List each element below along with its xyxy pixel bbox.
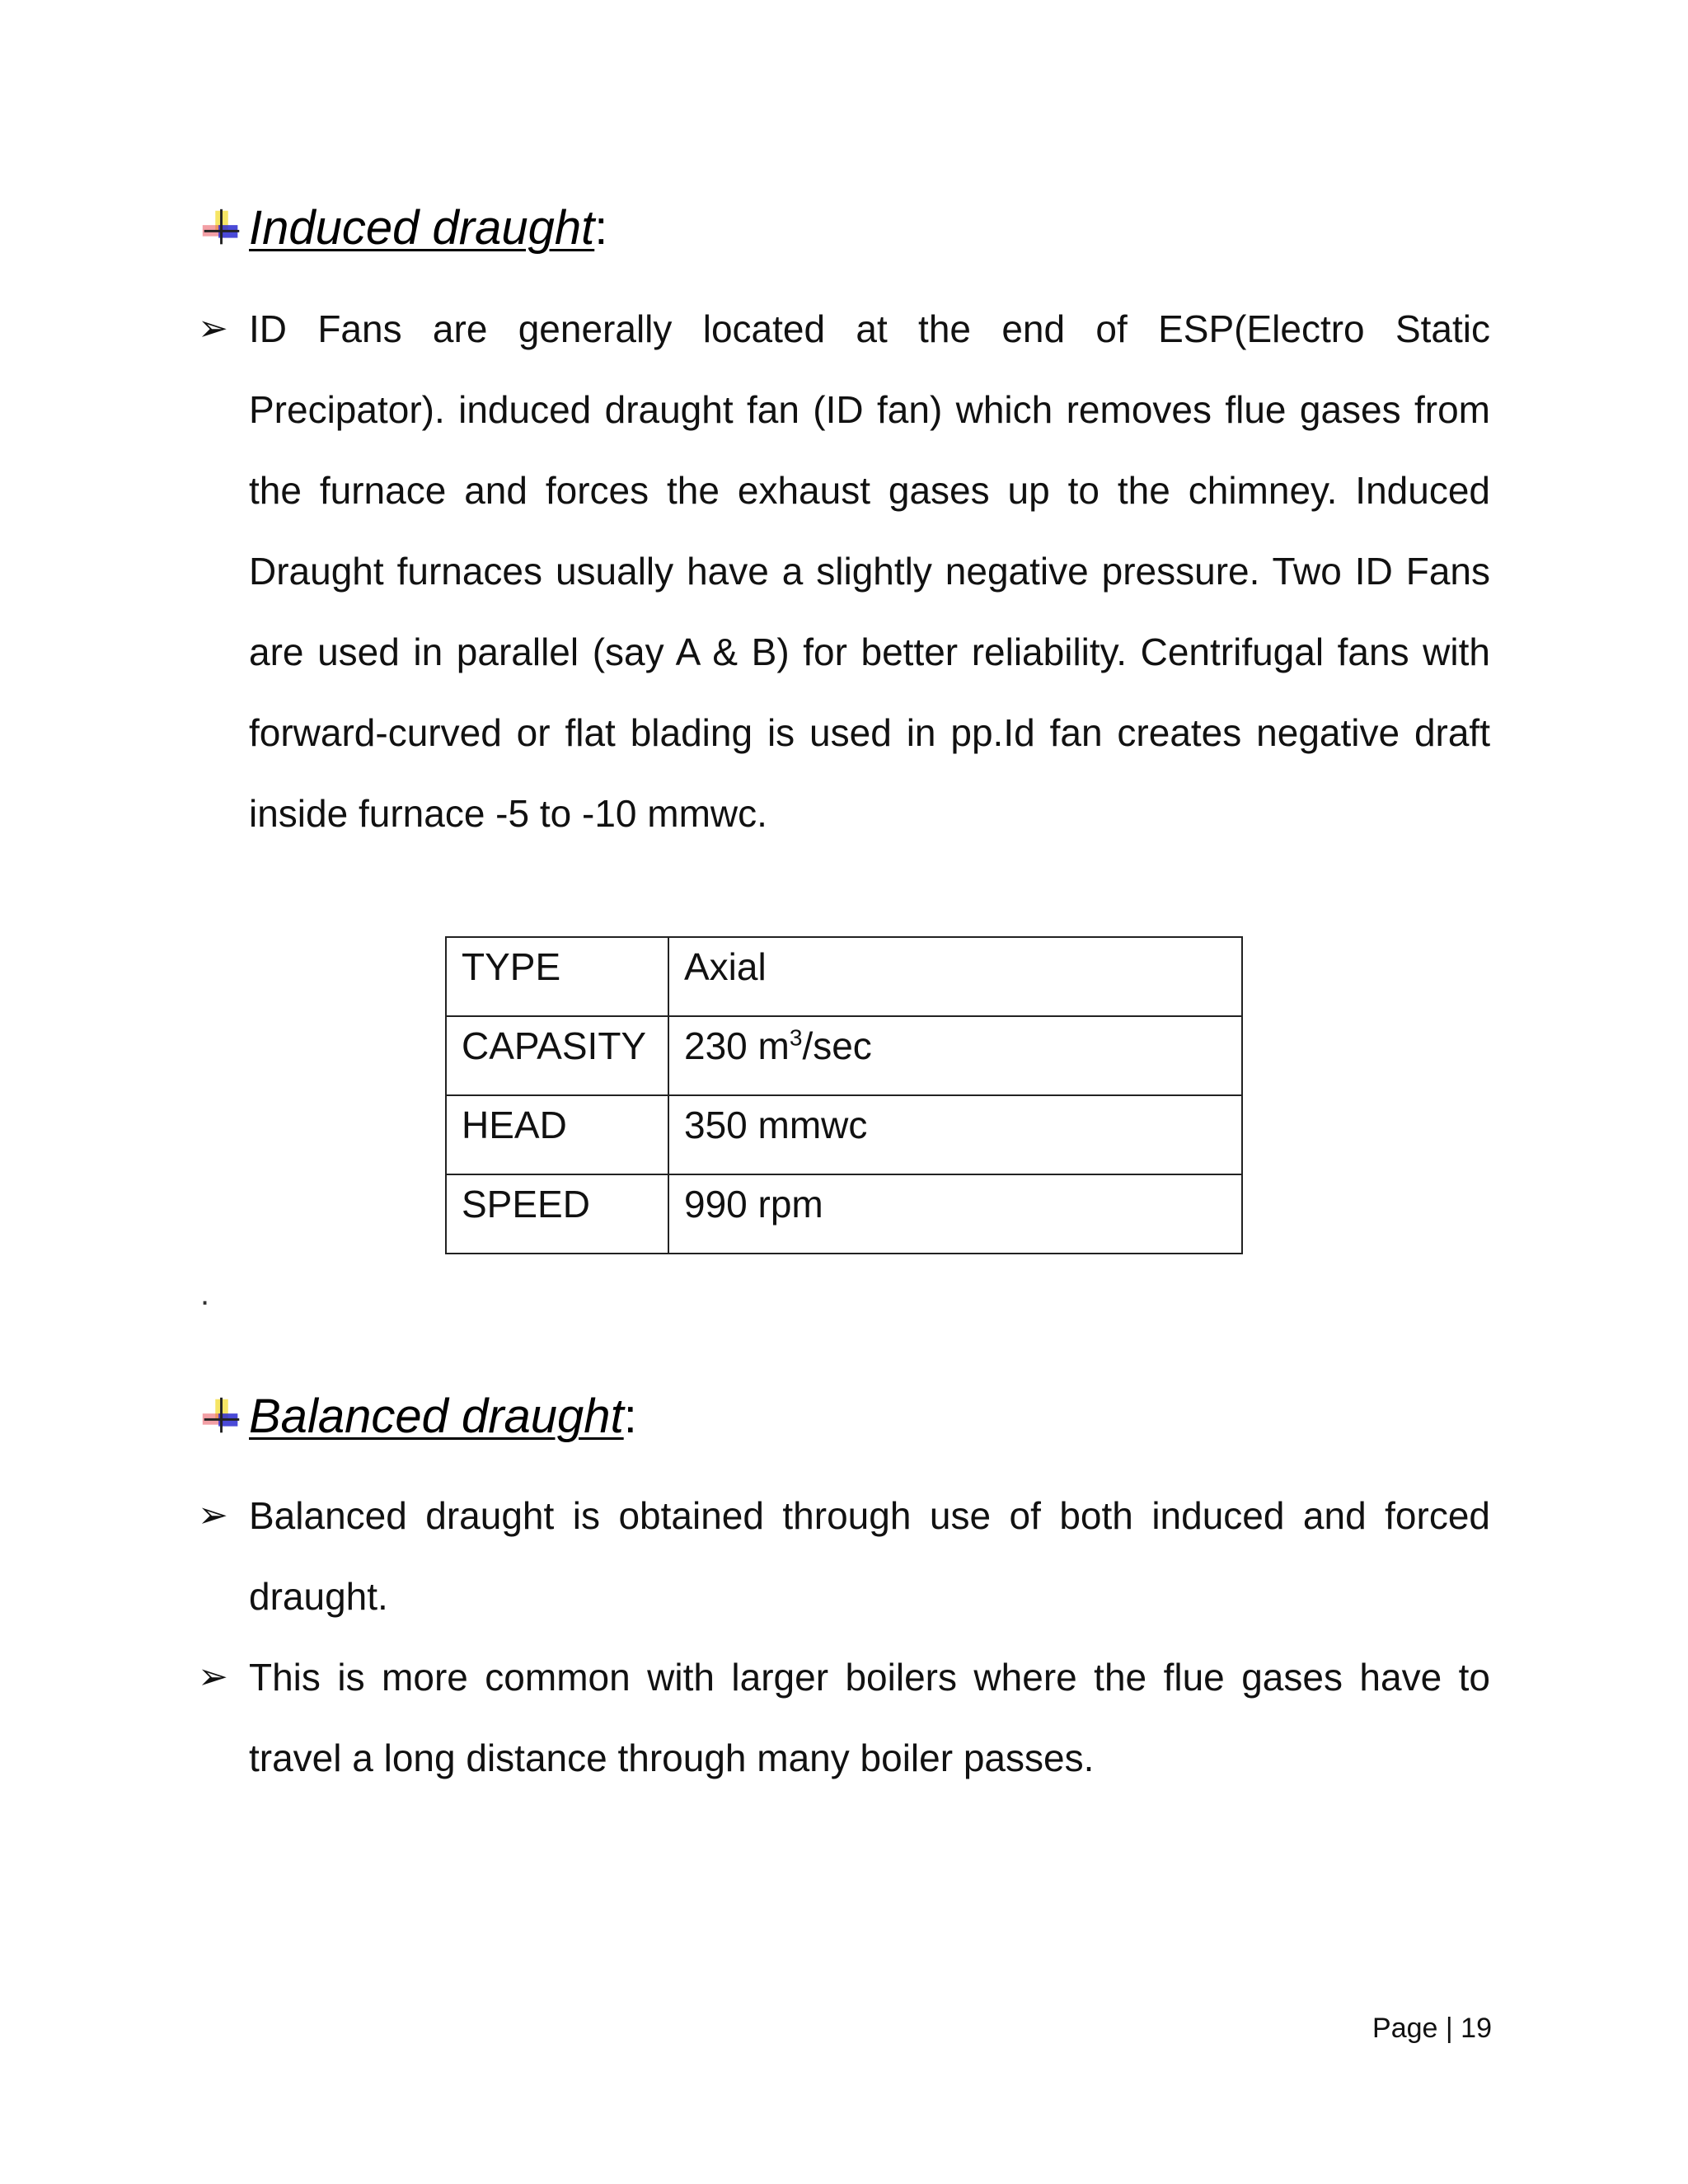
fan-spec-table: [445, 936, 1243, 1254]
table-row: [446, 1016, 1242, 1095]
table-cell-label: SPEED: [446, 1174, 668, 1254]
table-cell-label: CAPASITY: [446, 1016, 668, 1095]
table-cell-label: HEAD: [446, 1095, 668, 1174]
list-item: [198, 1475, 1490, 1637]
table-cell-value: [668, 1095, 1242, 1174]
list-item: [198, 288, 1490, 854]
list-item-text: Balanced draught is obtained through use of both induced and forced draught.: [249, 1494, 1490, 1618]
heading-title: Induced draught: [249, 201, 595, 255]
table-cell-value: [668, 937, 1242, 1016]
value-text: 230 m: [684, 1024, 790, 1067]
heading-induced-draught: [198, 201, 608, 255]
value-superscript: 3: [789, 1024, 803, 1051]
table-row: [446, 937, 1242, 1016]
table-row: [446, 1095, 1242, 1174]
heading-colon: :: [623, 1390, 637, 1443]
cross-bullet-icon: [198, 1393, 246, 1441]
cross-bullet-icon: [198, 204, 246, 252]
table-row: [446, 1174, 1242, 1254]
heading-title: Balanced draught: [249, 1390, 624, 1443]
page-number-footer: Page | 19: [1372, 2013, 1492, 2044]
arrow-bullet-icon: ➢: [198, 1657, 228, 1697]
value-suffix: /sec: [802, 1024, 872, 1067]
arrow-bullet-icon: ➢: [198, 1495, 228, 1535]
heading-balanced-draught: [198, 1390, 637, 1443]
stray-period: .: [200, 1276, 210, 1312]
table-cell-label: TYPE: [446, 937, 668, 1016]
value-text: 350 mmwc: [684, 1104, 868, 1146]
table-cell-value: [668, 1016, 1242, 1095]
heading-colon: :: [594, 201, 608, 255]
list-item: [198, 1637, 1490, 1798]
list-item-text: This is more common with larger boilers where the flue gases have to travel a long distance through many boiler passes.: [249, 1656, 1490, 1779]
list-item-text: ID Fans are generally located at the end of ESP(Electro Static Precipator). induced draught fan (ID fan) which removes flue gases from the furnace and forces the exhaust gases up to the chimney. Induced Draught furnaces usually have a slightly negative pressure. Two ID Fans are used in parallel (say A & B) for better reliability. Centrifugal fans with forward-curved or flat blading is used in pp.Id fan creates negative draft inside furnace -5 to -10 mmwc.: [249, 307, 1490, 835]
value-text: 990 rpm: [684, 1183, 823, 1226]
arrow-bullet-icon: ➢: [198, 308, 228, 349]
table-cell-value: [668, 1174, 1242, 1254]
value-text: Axial: [684, 945, 767, 988]
